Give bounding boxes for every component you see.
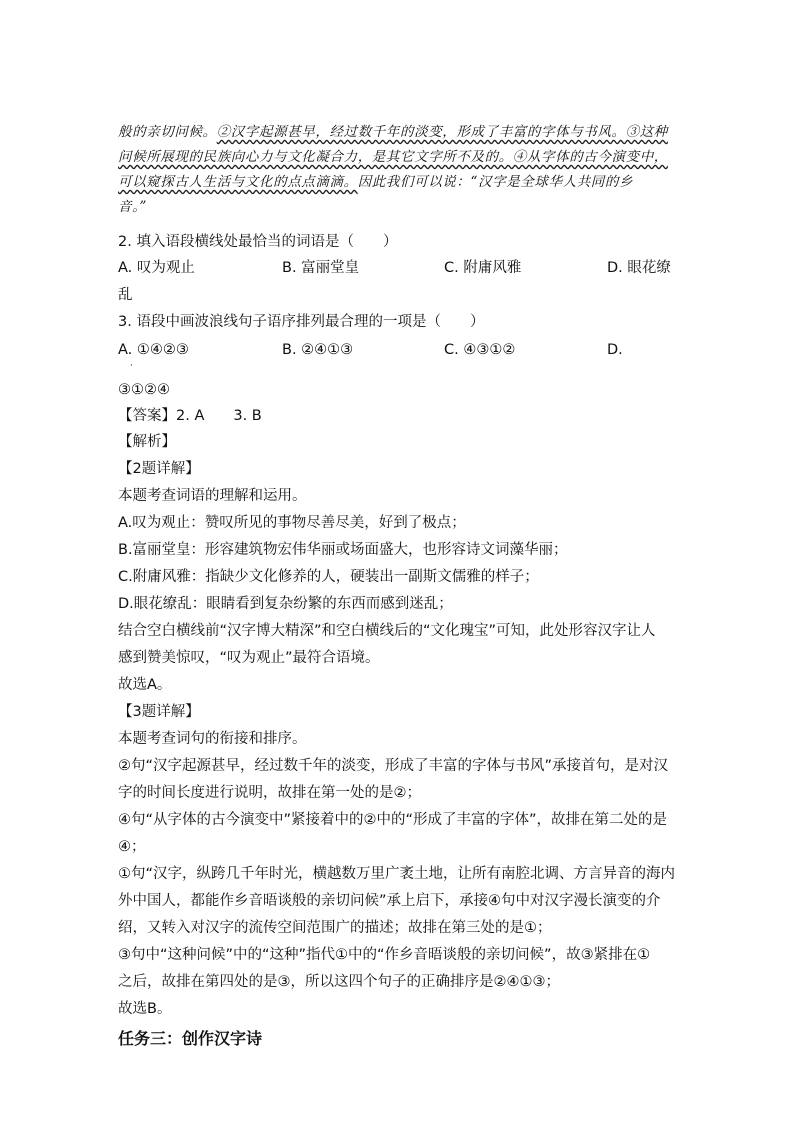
passage-line-3-wavy: 可以窥探古人生活与文化的点点滴滴。: [118, 174, 358, 190]
q2-option-a: A. 叹为观止: [118, 260, 195, 276]
answer-line: 【答案】2. A 3. B: [118, 408, 262, 424]
task-three-heading: 任务三：创作汉字诗: [118, 1029, 263, 1048]
q3-detail-line: ④句“从字体的古今演变中”紧接着中的②中的“形成了丰富的字体”，故排在第二处的是: [118, 812, 668, 828]
q3-detail-line: 之后，故排在第四处的是③，所以这四个句子的正确排序是②④①③；: [118, 974, 560, 990]
q3-option-a: A. ①④②③: [118, 342, 189, 358]
q2-detail-heading: 【2题详解】: [118, 461, 200, 477]
passage-line-4: 音。”: [118, 199, 147, 215]
q3-detail-line: ②句“汉字起源甚早，经过数千年的淡变，形成了丰富的字体与书风”承接首句，是对汉: [118, 758, 669, 774]
q2-detail-line: D.眼花缭乱：眼睛看到复杂纷繁的东西而感到迷乱；: [118, 596, 453, 612]
q3-detail-line: ④；: [118, 839, 146, 855]
q2-option-b: B. 富丽堂皇: [282, 260, 360, 276]
passage-line-2: [118, 147, 668, 167]
passage-line-2-wavy: 问候所展现的民族向心力与文化凝合力，是其它文字所不及的。④从字体的古今演变中，: [118, 149, 668, 165]
q2-detail-line: A.叹为观止：赞叹所见的事物尽善尽美，好到了极点；: [118, 515, 466, 531]
q3-option-d-wrap: ③①②④: [118, 382, 170, 398]
q2-option-d-wrap: 乱: [118, 287, 133, 303]
passage-line-3-plain: 因此我们可以说：“汉字是全球华人共同的乡: [357, 174, 634, 190]
q3-detail-line: 外中国人，都能作乡音晤谈般的亲切问候”承上启下，承接④句中对汉字漫长演变的介: [118, 893, 661, 909]
q3-option-d: D.: [607, 342, 623, 358]
analysis-label: 【解析】: [118, 434, 176, 450]
q3-detail-heading: 【3题详解】: [118, 704, 200, 720]
q2-detail-line: B.富丽堂皇：形容建筑物宏伟华丽或场面盛大，也形容诗文词藻华丽；: [118, 542, 568, 558]
q2-detail-line: 感到赞美惊叹，“叹为观止”最符合语境。: [118, 650, 380, 666]
q3-detail-line: ①句“汉字，纵跨几千年时光，横越数万里广袤土地，让所有南腔北调、方言异音的海内: [118, 866, 676, 882]
option-dot-mark: ·: [130, 361, 133, 371]
q2-option-d: D. 眼花缭: [607, 260, 671, 276]
q3-detail-line: 本题考查词句的衔接和排序。: [118, 731, 307, 747]
q3-detail-line: 字的时间长度进行说明，故排在第一处的是②；: [118, 785, 421, 801]
q2-detail-line: 故选A。: [118, 677, 172, 693]
q3-option-b: B. ②④①③: [282, 342, 354, 358]
passage-line-1-plain: 般的亲切问候。: [118, 124, 217, 140]
passage-line-1: [118, 122, 668, 142]
q2-detail-line: C.附庸风雅：指缺少文化修养的人，硬装出一副斯文儒雅的样子；: [118, 569, 539, 585]
passage-line-1-wavy: ②汉字起源甚早，经过数千年的淡变，形成了丰富的字体与书风。③这种: [216, 124, 668, 140]
q3-option-c: C. ④③①②: [444, 342, 516, 358]
passage-line-3: [118, 172, 633, 192]
q3-detail-line: 绍，又转入对汉字的流传空间范围广的描述；故排在第三处的是①；: [118, 920, 552, 936]
q2-detail-line: 结合空白横线前“汉字博大精深”和空白横线后的“文化瑰宝”可知，此处形容汉字让人: [118, 623, 656, 639]
q2-option-c: C. 附庸风雅: [444, 260, 522, 276]
q3-stem: 3. 语段中画波浪线句子语序排列最合理的一项是（ ）: [118, 314, 485, 330]
q3-detail-line: ③句中“这种问候”中的“这种”指代①中的“作乡音晤谈般的亲切问候”，故③紧排在①: [118, 947, 651, 963]
q2-stem: 2. 填入语段横线处最恰当的词语是（ ）: [118, 234, 398, 250]
q3-detail-line: 故选B。: [118, 1001, 172, 1017]
q2-detail-line: 本题考查词语的理解和运用。: [118, 488, 307, 504]
